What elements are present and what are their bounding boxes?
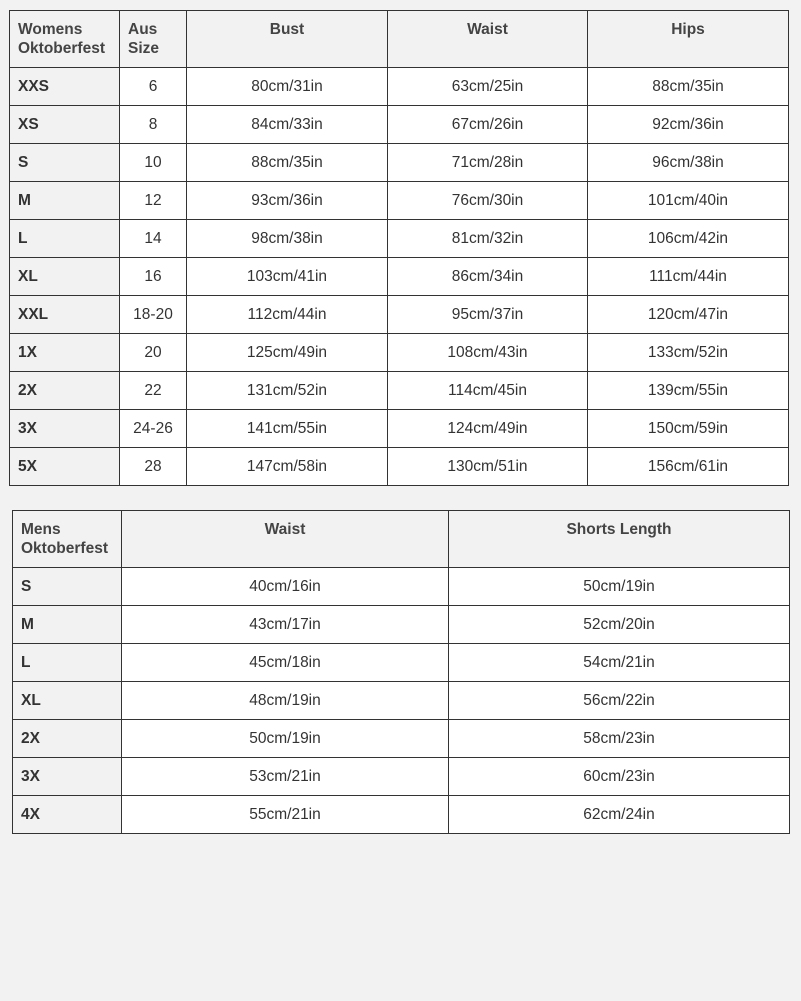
womens-cell-hips: 120cm/47in (588, 296, 789, 334)
mens-cell-waist: 40cm/16in (122, 568, 449, 606)
table-row (13, 644, 790, 682)
womens-cell-bust: 112cm/44in (187, 296, 388, 334)
mens-cell-size: M (13, 606, 122, 644)
womens-cell-bust: 80cm/31in (187, 68, 388, 106)
womens-cell-aus-size: 16 (120, 258, 187, 296)
mens-header-waist: Waist (122, 511, 449, 568)
womens-header-hips: Hips (588, 11, 789, 68)
womens-cell-size: XXS (10, 68, 120, 106)
womens-cell-size: XL (10, 258, 120, 296)
womens-header-garment: Womens Oktoberfest (10, 11, 120, 68)
womens-cell-hips: 96cm/38in (588, 144, 789, 182)
table-row (10, 106, 789, 144)
table-row (13, 796, 790, 834)
womens-cell-hips: 88cm/35in (588, 68, 789, 106)
womens-header-aus-size: Aus Size (120, 11, 187, 68)
womens-cell-size: XS (10, 106, 120, 144)
table-row (13, 758, 790, 796)
womens-cell-bust: 98cm/38in (187, 220, 388, 258)
womens-cell-waist: 95cm/37in (388, 296, 588, 334)
mens-cell-shorts-length: 54cm/21in (449, 644, 790, 682)
womens-cell-hips: 101cm/40in (588, 182, 789, 220)
mens-header-garment: Mens Oktoberfest (13, 511, 122, 568)
table-row (10, 334, 789, 372)
womens-cell-size: 1X (10, 334, 120, 372)
womens-cell-waist: 76cm/30in (388, 182, 588, 220)
womens-cell-hips: 156cm/61in (588, 448, 789, 486)
mens-cell-size: 4X (13, 796, 122, 834)
womens-cell-size: XXL (10, 296, 120, 334)
womens-cell-aus-size: 6 (120, 68, 187, 106)
table-row (10, 182, 789, 220)
table-row (13, 568, 790, 606)
womens-cell-bust: 88cm/35in (187, 144, 388, 182)
table-row (10, 410, 789, 448)
womens-cell-hips: 133cm/52in (588, 334, 789, 372)
table-row (10, 296, 789, 334)
mens-cell-shorts-length: 58cm/23in (449, 720, 790, 758)
table-row (10, 448, 789, 486)
womens-cell-hips: 106cm/42in (588, 220, 789, 258)
womens-cell-waist: 81cm/32in (388, 220, 588, 258)
womens-cell-size: L (10, 220, 120, 258)
womens-table-body (10, 68, 789, 486)
table-row (10, 372, 789, 410)
mens-cell-size: 3X (13, 758, 122, 796)
mens-header-row (13, 511, 790, 568)
mens-cell-size: 2X (13, 720, 122, 758)
table-row (13, 720, 790, 758)
womens-cell-waist: 63cm/25in (388, 68, 588, 106)
mens-cell-size: S (13, 568, 122, 606)
womens-size-table (9, 10, 789, 486)
mens-cell-waist: 55cm/21in (122, 796, 449, 834)
table-row (13, 682, 790, 720)
womens-cell-waist: 130cm/51in (388, 448, 588, 486)
womens-cell-bust: 141cm/55in (187, 410, 388, 448)
womens-cell-bust: 84cm/33in (187, 106, 388, 144)
womens-cell-bust: 131cm/52in (187, 372, 388, 410)
womens-cell-aus-size: 22 (120, 372, 187, 410)
womens-cell-aus-size: 28 (120, 448, 187, 486)
womens-cell-aus-size: 24-26 (120, 410, 187, 448)
table-row (13, 606, 790, 644)
womens-cell-bust: 103cm/41in (187, 258, 388, 296)
womens-cell-hips: 92cm/36in (588, 106, 789, 144)
mens-cell-shorts-length: 62cm/24in (449, 796, 790, 834)
womens-cell-waist: 86cm/34in (388, 258, 588, 296)
mens-cell-waist: 50cm/19in (122, 720, 449, 758)
womens-cell-size: 3X (10, 410, 120, 448)
womens-cell-aus-size: 8 (120, 106, 187, 144)
mens-cell-shorts-length: 52cm/20in (449, 606, 790, 644)
womens-cell-hips: 139cm/55in (588, 372, 789, 410)
womens-cell-aus-size: 18-20 (120, 296, 187, 334)
table-row (10, 144, 789, 182)
mens-cell-waist: 53cm/21in (122, 758, 449, 796)
mens-header-shorts-length: Shorts Length (449, 511, 790, 568)
mens-cell-waist: 43cm/17in (122, 606, 449, 644)
womens-header-waist: Waist (388, 11, 588, 68)
womens-cell-waist: 124cm/49in (388, 410, 588, 448)
womens-cell-size: M (10, 182, 120, 220)
mens-cell-waist: 48cm/19in (122, 682, 449, 720)
mens-cell-shorts-length: 50cm/19in (449, 568, 790, 606)
womens-header-row (10, 11, 789, 68)
womens-cell-aus-size: 10 (120, 144, 187, 182)
womens-cell-waist: 108cm/43in (388, 334, 588, 372)
womens-cell-aus-size: 12 (120, 182, 187, 220)
womens-cell-aus-size: 14 (120, 220, 187, 258)
mens-size-table (12, 510, 790, 834)
table-row (10, 68, 789, 106)
womens-cell-bust: 93cm/36in (187, 182, 388, 220)
table-row (10, 220, 789, 258)
mens-table-body (13, 568, 790, 834)
womens-cell-hips: 111cm/44in (588, 258, 789, 296)
womens-cell-waist: 67cm/26in (388, 106, 588, 144)
mens-cell-shorts-length: 56cm/22in (449, 682, 790, 720)
womens-cell-bust: 125cm/49in (187, 334, 388, 372)
mens-cell-size: L (13, 644, 122, 682)
table-row (10, 258, 789, 296)
mens-cell-waist: 45cm/18in (122, 644, 449, 682)
womens-cell-bust: 147cm/58in (187, 448, 388, 486)
womens-cell-aus-size: 20 (120, 334, 187, 372)
womens-cell-size: 5X (10, 448, 120, 486)
womens-cell-waist: 114cm/45in (388, 372, 588, 410)
womens-header-bust: Bust (187, 11, 388, 68)
mens-cell-size: XL (13, 682, 122, 720)
womens-cell-waist: 71cm/28in (388, 144, 588, 182)
womens-cell-size: 2X (10, 372, 120, 410)
womens-cell-hips: 150cm/59in (588, 410, 789, 448)
womens-cell-size: S (10, 144, 120, 182)
mens-cell-shorts-length: 60cm/23in (449, 758, 790, 796)
